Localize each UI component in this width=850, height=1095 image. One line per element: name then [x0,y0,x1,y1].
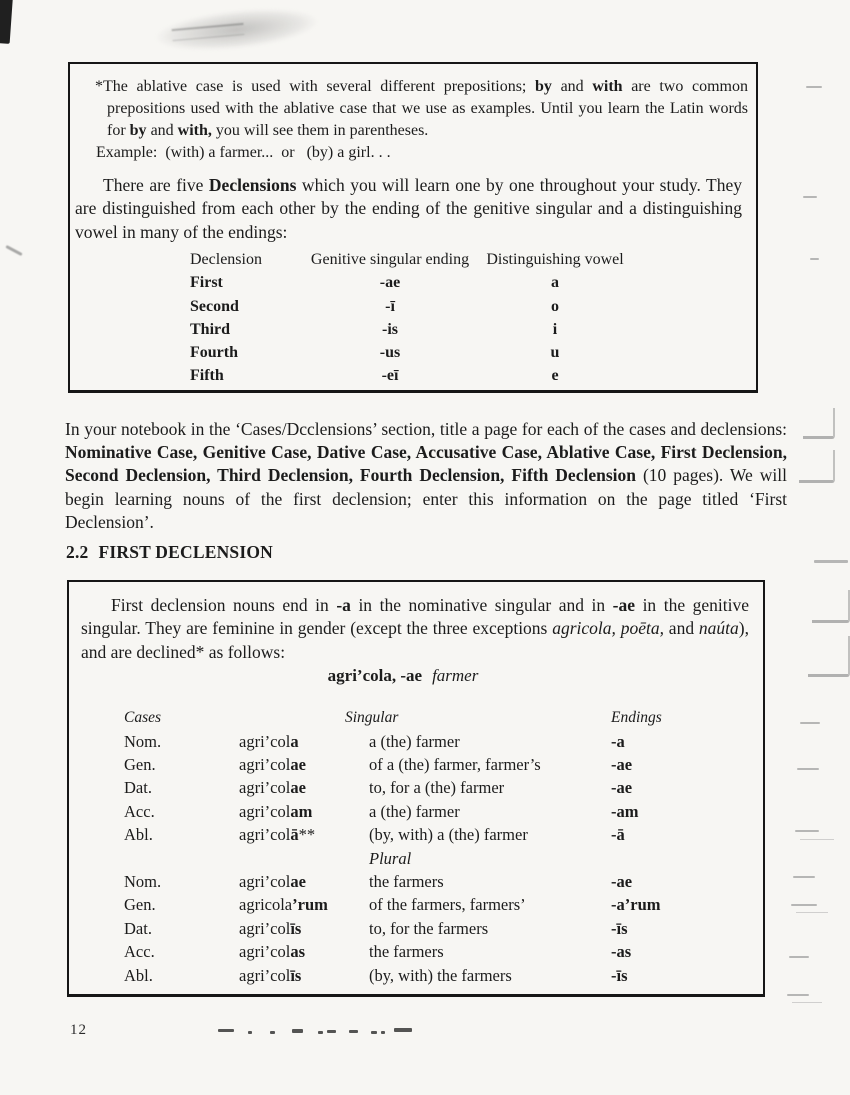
declension-row [124,800,763,823]
declension-row [124,823,763,846]
english-meaning: a (the) farmer [369,801,460,821]
pencil-tick-mark [5,245,22,256]
section-title: FIRST DECLENSION [98,542,274,562]
english-meaning: the farmers [369,942,444,962]
case-abbreviation: Dat. [124,918,152,938]
english-meaning: to, for a (the) farmer [369,778,505,798]
scan-corner-mark [0,0,13,44]
declension-table-row [190,318,756,341]
first-declension-intro: First declension nouns end in -a in the nominative singular and in -ae in the genitive singular. They are feminine in gender (except the three exceptions agricola, poēta, and naúta), and are declined* as follows: [81,595,750,662]
distinguishing-vowel: e [551,367,559,385]
distinguishing-vowel: a [551,274,559,292]
english-meaning: (by, with) a (the) farmer [369,825,528,845]
case-abbreviation: Abl. [124,825,153,845]
declension-name: Third [190,320,231,338]
ablative-note-example: Example: (with) a farmer... or (by) a girl. . . [96,144,391,161]
header-distinguishing-vowel: Distinguishing vowel [486,251,624,269]
declension-name: Second [190,297,239,315]
latin-form: agri’colae [239,872,306,892]
distinguishing-vowel: i [552,320,558,338]
agricola-word-heading: agri’cola, -ae farmer [327,666,479,686]
case-ending: -as [611,942,632,962]
genitive-ending: -ae [379,274,401,292]
latin-form: agri’cola [239,731,299,751]
case-ending: -ae [611,755,633,775]
genitive-ending: -us [379,344,401,362]
declension-row [124,870,763,893]
singular-label: Singular [345,709,399,727]
declension-table-row [190,295,756,318]
notebook-instructions-paragraph: In your notebook in the ‘Cases/Dcclensions’ section, title a page for each of the cases and declensions: Nominative Case, Genitive Case, Dative Case, Accusative Case, Ablative Case, First Declension, Second Declension, Third Declension, Fourth Declension, Fifth Declension (10 pages). We will begin learning nouns of the first declension; enter this information on the page titled ‘First Declension’. [65,418,787,533]
spacer-cell [124,847,239,870]
case-ending: -am [611,801,639,821]
declension-row [124,964,763,987]
plural-label-row [124,847,763,870]
case-ending: -ae [611,872,633,892]
section-number: 2.2 [66,542,89,562]
case-ending: -ae [611,778,633,798]
cases-label: Cases [124,709,162,727]
genitive-ending: -is [382,320,398,338]
case-abbreviation: Gen. [124,895,156,915]
ablative-note-box [68,62,758,393]
english-meaning: a (the) farmer [369,731,460,751]
declension-row [124,753,763,776]
declension-table-row [190,364,756,387]
plural-rows [124,870,763,987]
declension-row [124,730,763,753]
declension-table-header [190,248,756,271]
latin-form: agri’colam [239,801,313,821]
declension-table-column-headers [124,706,763,729]
case-abbreviation: Acc. [124,942,155,962]
declension-name: Fifth [190,367,224,385]
case-abbreviation: Acc. [124,801,155,821]
latin-form: agricola’rum [239,895,328,915]
case-abbreviation: Abl. [124,965,153,985]
case-abbreviation: Nom. [124,731,162,751]
spacer-cell [611,847,763,870]
latin-form: agri’colae [239,755,306,775]
latin-form: agri’colīs [239,918,302,938]
english-meaning: of a (the) farmer, farmer’s [369,755,541,775]
genitive-ending: -ī [385,297,395,315]
case-ending: -īs [611,918,628,938]
distinguishing-vowel: o [551,297,559,315]
spacer-cell [239,847,369,870]
declension-row [124,893,763,916]
page-number: 12 [70,1022,87,1038]
declension-name: Fourth [190,344,238,362]
section-heading [66,542,273,563]
declension-table-row [190,341,756,364]
declension-row [124,940,763,963]
english-meaning: of the farmers, farmers’ [369,895,526,915]
header-declension: Declension [190,251,262,269]
english-meaning: the farmers [369,872,444,892]
case-abbreviation: Nom. [124,872,162,892]
latin-form: agri’colā** [239,825,316,845]
declensions-paragraph: There are five Declensions which you will learn one by one throughout your study. They are distinguished from each other by the ending of the genitive singular and a distinguishing vowel in many of the endings: [75,175,743,242]
latin-form: agri’colas [239,942,305,962]
case-ending: -īs [611,965,628,985]
header-genitive-ending: Genitive singular ending [310,251,470,269]
case-ending: -ā [611,825,625,845]
declension-name: First [190,274,223,292]
agricola-declension-table [124,706,763,987]
declension-row [124,776,763,799]
english-meaning: to, for the farmers [369,918,489,938]
english-meaning: (by, with) the farmers [369,965,512,985]
plural-label: Plural [369,848,412,868]
declension-overview-table [190,248,756,387]
genitive-ending: -eī [381,367,399,385]
case-ending: -a [611,731,625,751]
singular-rows [124,730,763,847]
case-abbreviation: Dat. [124,778,152,798]
distinguishing-vowel: u [550,344,560,362]
ablative-note-text: *The ablative case is used with several different prepositions; by and with are two common prepositions used with the ablative case that we use as examples. Until you learn the Latin words for by and with, you will see them in parentheses. [95,78,748,139]
declension-table-body [190,271,756,387]
first-declension-box [67,580,765,997]
latin-form: agri’colae [239,778,306,798]
case-ending: -a’rum [611,895,661,915]
declension-row [124,917,763,940]
case-abbreviation: Gen. [124,755,156,775]
declension-table-row [190,271,756,294]
endings-label: Endings [611,709,662,727]
latin-form: agri’colīs [239,965,302,985]
